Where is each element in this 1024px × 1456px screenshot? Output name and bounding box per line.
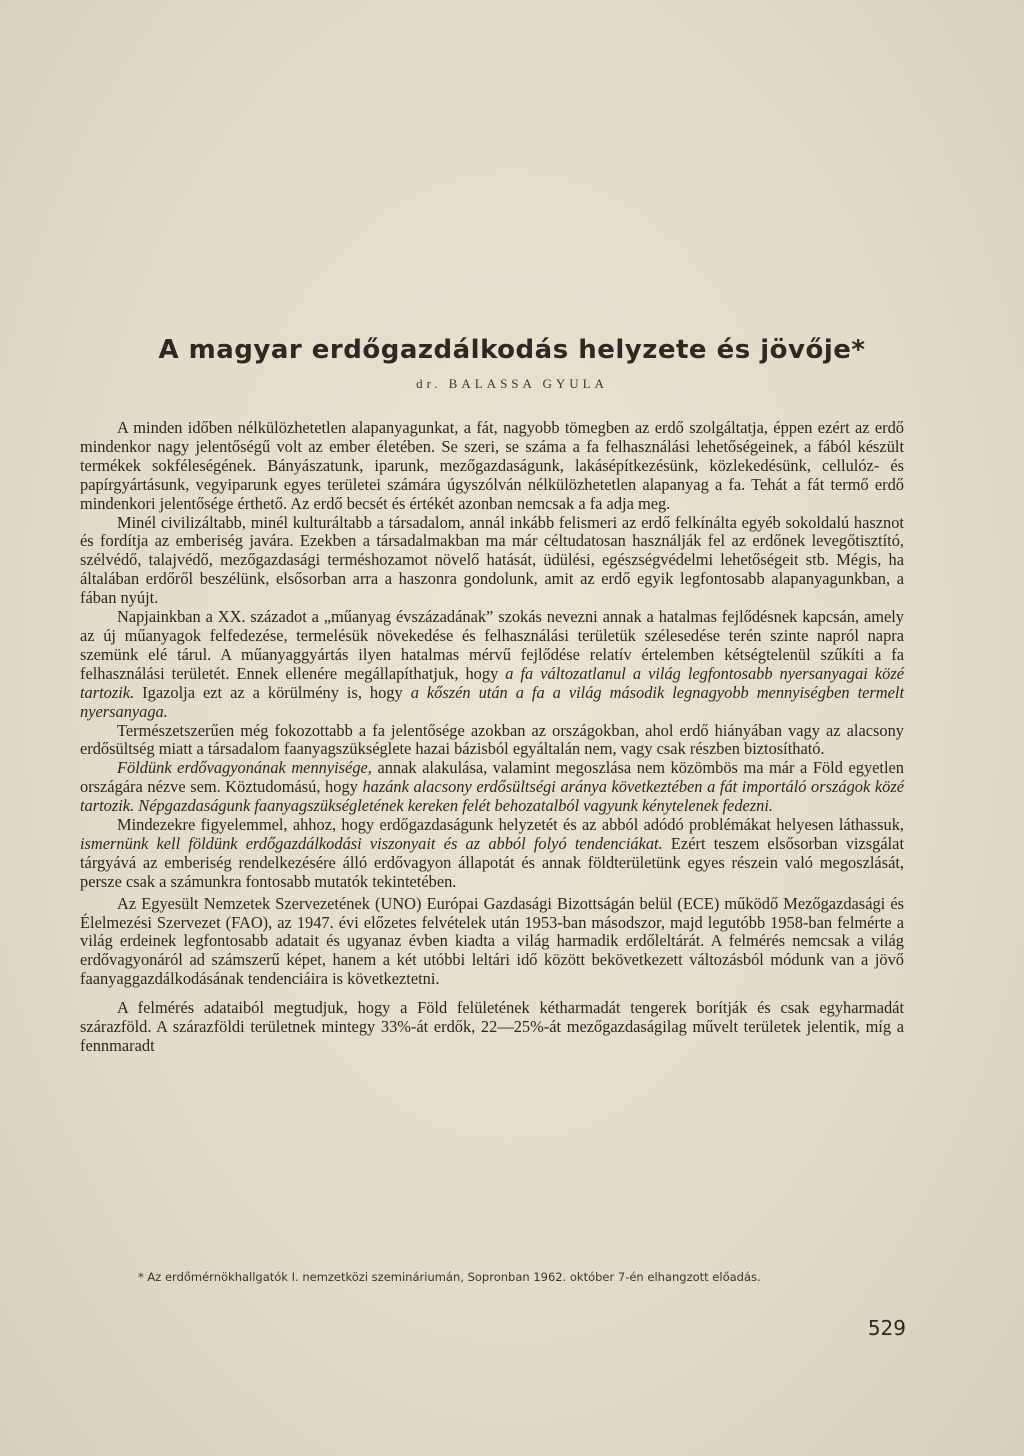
- paragraph-5: Földünk erdővagyonának mennyisége, annak alakulása, valamint megoszlása nem közömbös ma már a Föld egyetlen országára nézve sem. Köztudomású, hogy hazánk alacsony erdősültségi aránya következtében a fát importáló országok közé tartozik. Népgazdaságunk faanyagszükségletének kereken felét behozatalból vagyunk kénytelenek fedezni.: [80, 758, 904, 816]
- emphasis: ismernünk kell földünk erdőgazdálkodási viszonyait és az abból folyó tendenciákat.: [80, 833, 663, 853]
- paragraph-8: A felmérés adataiból megtudjuk, hogy a Föld felületének kétharmadát tengerek borítják és csak egyharmadát szárazföld. A szárazföldi területnek mintegy 33%-át erdők, 22—25%-át mezőgazdaságilag művelt területek jelentik, míg a fennmaradt: [80, 998, 904, 1055]
- paragraph-1: A minden időben nélkülözhetetlen alapanyagunkat, a fát, nagyobb tömegben az erdő szolgáltatja, éppen ezért az erdő mindenkor nagy jelentőségű volt az ember életében. Se szeri, se száma a fa felhasználási lehetőségeinek, a fából készült termékek sokféleségének. Bányászatunk, iparunk, mezőgazdaságunk, lakásépítkezésünk, közlekedésünk, cellulóz- és papírgyártásunk, vegyiparunk egyes területei számára úgyszólván nélkülözhetetlen alapanyag a fa. Tehát a fát termő erdő mindenkori jelentősége érthető. Az erdő becsét és értékét azonban nemcsak a fa adja meg.: [80, 418, 904, 513]
- footnote: * Az erdőmérnökhallgatók I. nemzetközi szemináriumán, Sopronban 1962. október 7-én elhangzott előadás.: [138, 1270, 761, 1284]
- emphasis: hazánk alacsony erdősültségi aránya következtében a fát importáló országok közé tartozik. Népgazdaságunk faanyagszükségletének kereken felét behozatalból vagyunk kénytelenek fedezni.: [80, 777, 904, 816]
- paragraph-4: Természetszerűen még fokozottabb a fa jelentősége azokban az országokban, ahol erdő hiányában vagy az alacsony erdősültség miatt a társadalom faanyagszükséglete hazai bázisból egyáltalán nem, vagy csak részben biztosítható.: [80, 720, 904, 759]
- page-number: 529: [867, 1316, 906, 1340]
- paragraph-7: Az Egyesült Nemzetek Szervezetének (UNO) Európai Gazdasági Bizottságán belül (ECE) működő Mezőgazdasági és Élelmezési Szervezet (FAO), az 1947. évi előzetes felvételek után 1953-ban másodszor, majd legutóbb 1958-ban felmérte a világ erdeinek legfontosabb adatait és ugyanaz évben kiadta a világ harmadik erdőleltárát. A felmérés nemcsak a világ erdővagyonáról ad számszerű képet, hanem a két utóbbi leltári idő között bekövetkezett változásból módunk van a jövő faanyaggazdálkodásának tendenciáira is következtetni.: [80, 893, 904, 989]
- article-body: [80, 419, 904, 1056]
- paragraph-3: Napjainkban a XX. századot a „műanyag évszázadának” szokás nevezni annak a hatalmas fejlődésnek kapcsán, amely az új műanyagok felfedezése, termelésük növekedése és felhasználási területük szélesedése terén szinte napról napra szemünk elé tárul. A műanyaggyártás ilyen hatalmas mérvű fejlődése relatív értelemben kétségtelenül szűkíti a fa felhasználási területét. Ennek ellenére megállapíthatjuk, hogy a fa változatlanul a világ legfontosabb nyersanyagai közé tartozik. Igazolja ezt az a körülmény is, hogy a kőszén után a fa a világ második legnagyobb mennyiségben termelt nyersanyaga.: [80, 607, 904, 721]
- article-author: dr. BALASSA GYULA: [416, 376, 608, 391]
- paragraph-6: Mindezekre figyelemmel, ahhoz, hogy erdőgazdaságunk helyzetét és az abból adódó problémákat helyesen láthassuk, ismernünk kell földünk erdőgazdálkodási viszonyait és az abból folyó tendenciákat. Ezért teszem elsősorban vizsgálat tárgyává az emberiség rendelkezésére álló erdővagyon állapotát és annak földterületünk egyes részein való megoszlását, persze csak a számunkra fontosabb mutatók tekintetében.: [80, 815, 904, 891]
- emphasis: a fa változatlanul a világ legfontosabb nyersanyagai közé tartozik.: [80, 663, 904, 702]
- paragraph-2: Minél civilizáltabb, minél kulturáltabb a társadalom, annál inkább felismeri az erdő felkínálta egyéb sokoldalú hasznot és fordítja az emberiség javára. Ezekben a társadalmakban ma már céltudatosan használják fel az erdőnek levegőtisztító, szélvédő, talajvédő, mezőgazdasági terméshozamot növelő hatását, üdülési, egészségvédelmi lehetőségeit stb. Mégis, ha általában erdőről beszélünk, elsősorban arra a haszonra gondolunk, amit az erdő egyik legfontosabb alapanyagunkban, a fában nyújt.: [80, 512, 904, 608]
- emphasis: Földünk erdővagyonának mennyisége,: [117, 758, 372, 778]
- article-title: A magyar erdőgazdálkodás helyzete és jövője*: [158, 335, 866, 365]
- emphasis: a kőszén után a fa a világ második legnagyobb mennyiségben termelt nyersanyaga.: [80, 682, 904, 721]
